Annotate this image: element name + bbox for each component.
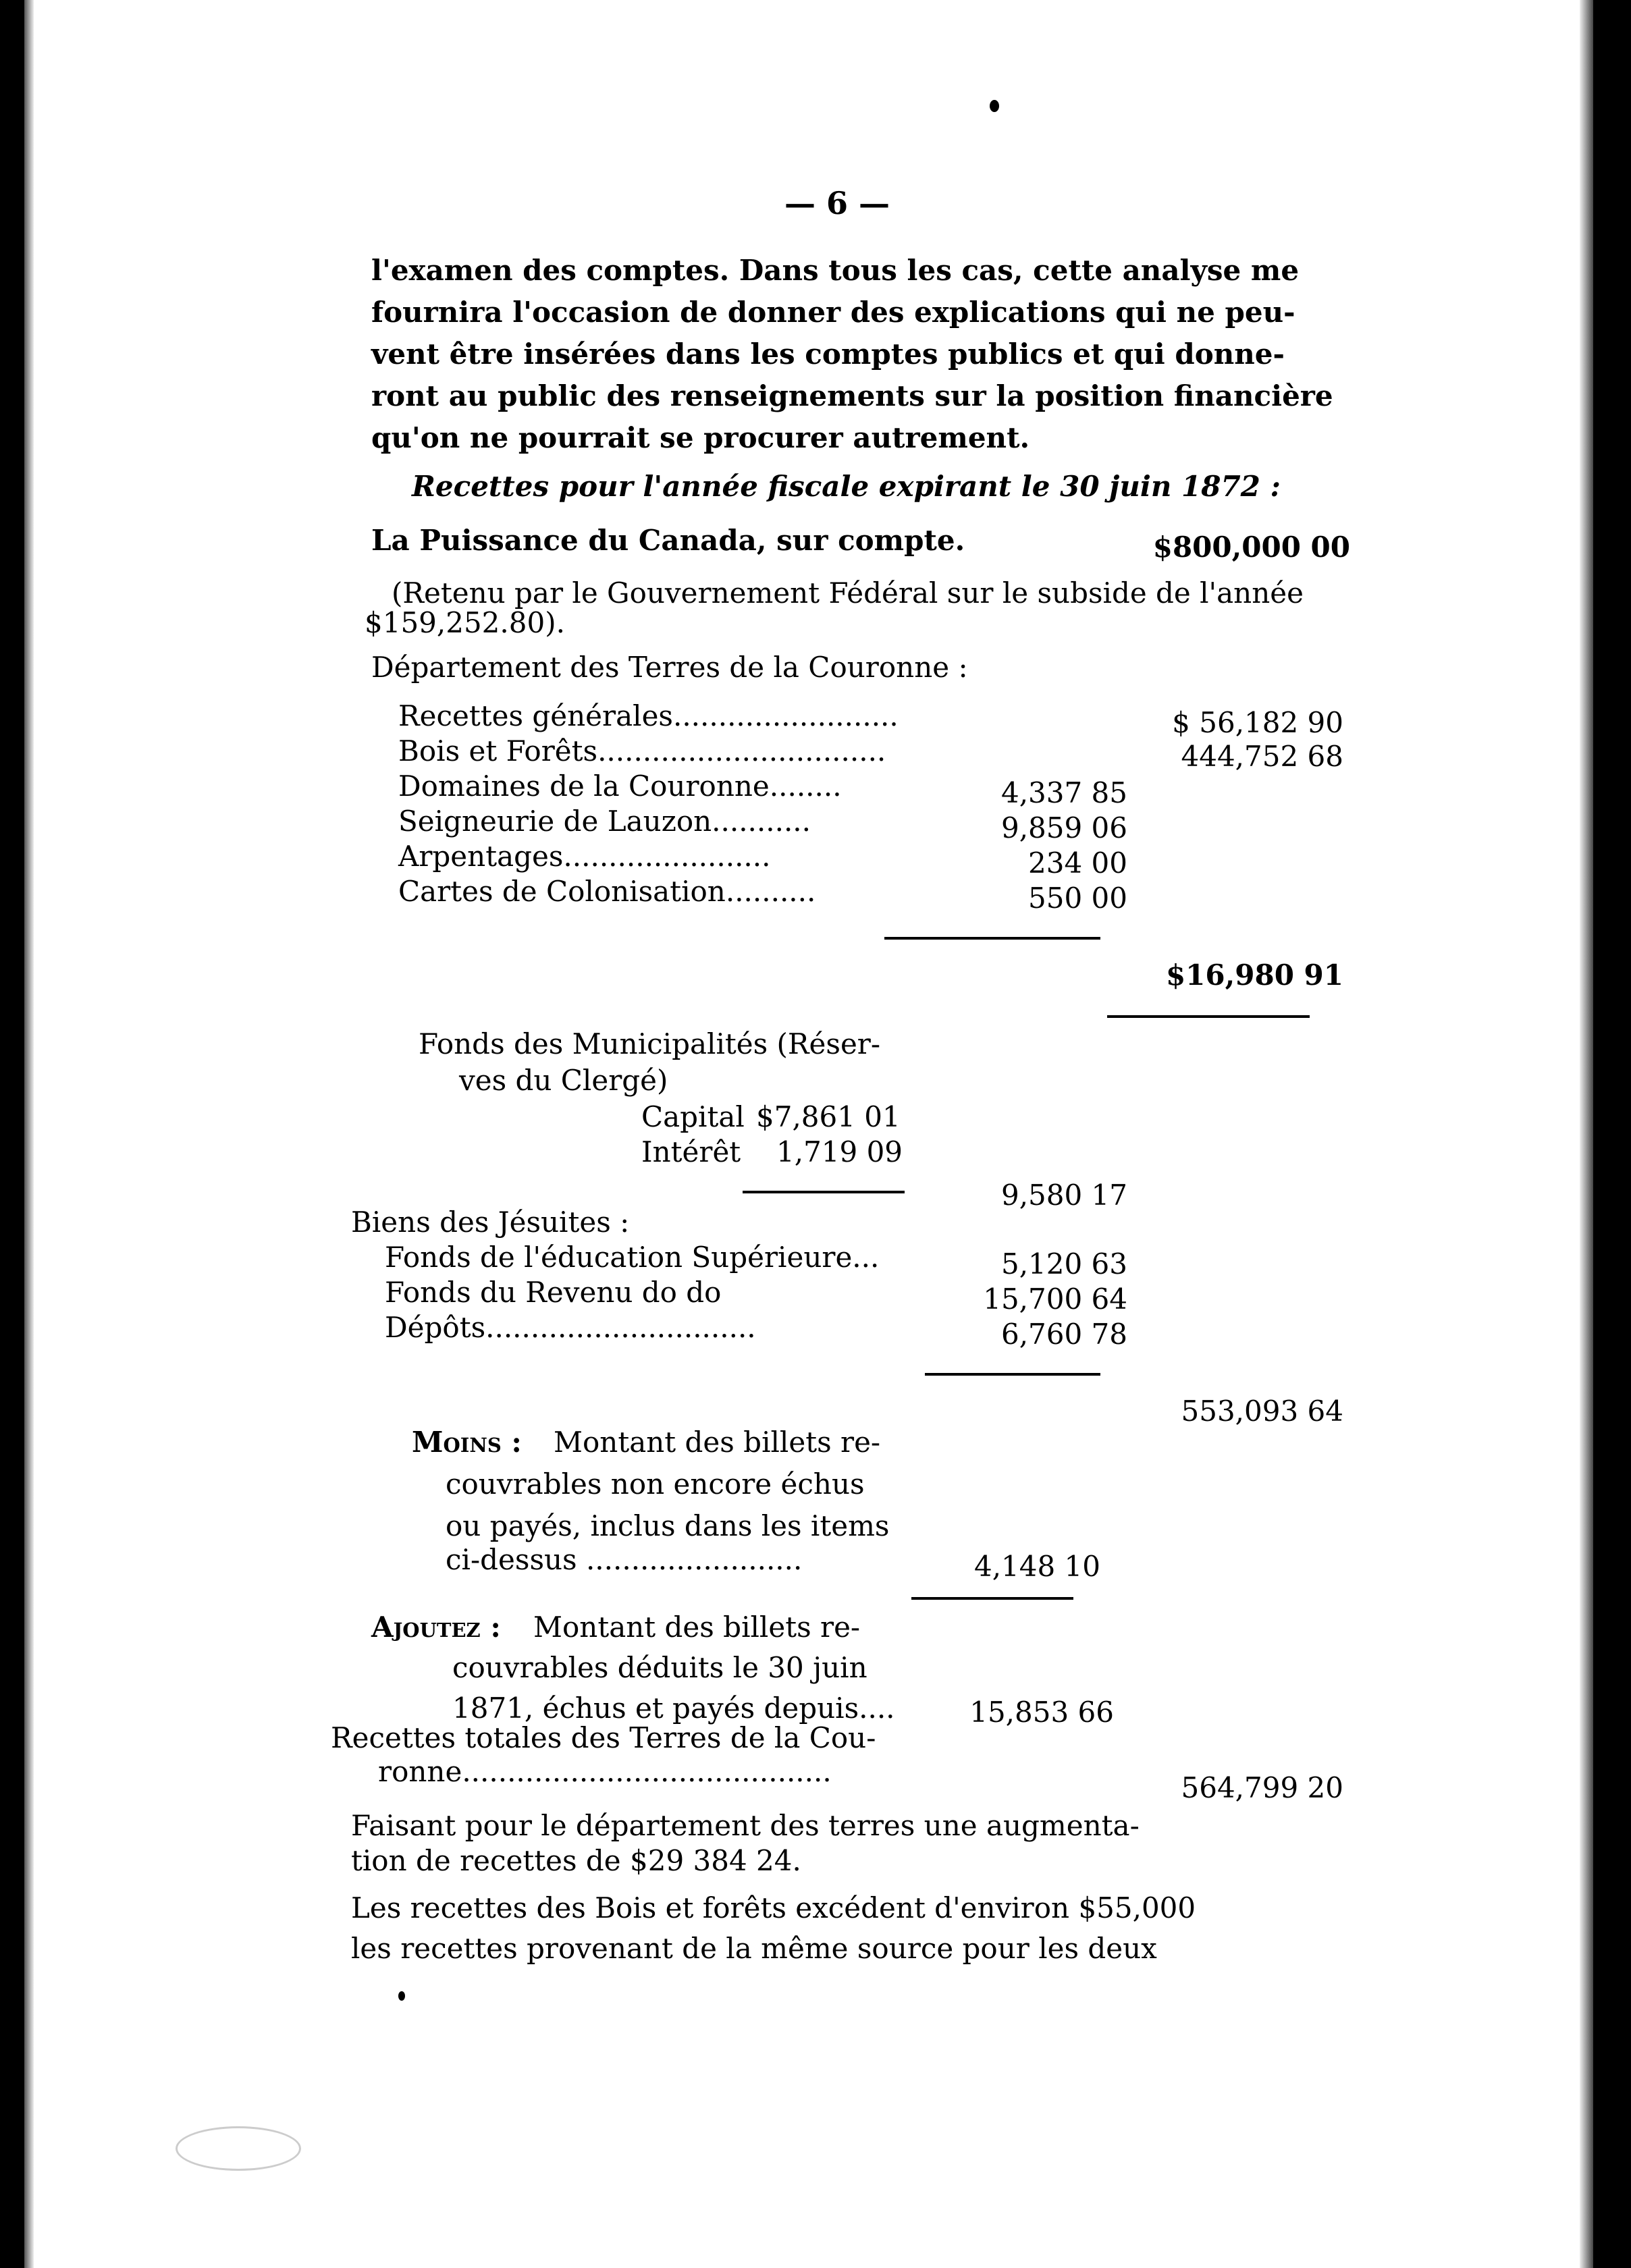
interet-label: Intérêt (641, 1135, 741, 1168)
terres-item-amount: 444,752 68 (1181, 740, 1343, 773)
ajoutez-line: 1871, échus et payés depuis.... (452, 1692, 895, 1725)
intro-line: qu'on ne pourrait se procurer autrement. (371, 421, 1030, 454)
terres-item-amount: 550 00 (1028, 882, 1127, 915)
intro-line: ront au public des renseignements sur la position financière (371, 379, 1333, 412)
terres-item-amount: 234 00 (1028, 846, 1127, 880)
biens-item-label: Fonds du Revenu do do (385, 1276, 722, 1309)
receipts-heading: Recettes pour l'année fiscale expirant le 30 juin 1872 : (412, 470, 1281, 503)
moins-line: Montant des billets re- (554, 1426, 881, 1459)
biens-rule (925, 1373, 1100, 1376)
terres-item-label: Bois et Forêts................................ (398, 734, 886, 767)
intro-line: vent être insérées dans les comptes publics et qui donne- (371, 338, 1285, 371)
biens-item-label: Fonds de l'éducation Supérieure... (385, 1241, 880, 1274)
fonds-municipalites-line: Fonds des Municipalités (Réser- (419, 1027, 881, 1060)
terres-item-label: Seigneurie de Lauzon........... (398, 805, 811, 838)
terres-item-label: Domaines de la Couronne........ (398, 770, 842, 803)
closing-line: Faisant pour le département des terres une augmenta- (351, 1809, 1140, 1842)
moins-amount: 4,148 10 (973, 1550, 1100, 1583)
biens-item-amount: 15,700 64 (983, 1282, 1127, 1316)
ajoutez-line: couvrables déduits le 30 juin (452, 1651, 867, 1684)
page-number: — 6 — (784, 185, 890, 221)
intro-line: fournira l'occasion de donner des explications qui ne peu- (371, 296, 1295, 329)
scan-border-left-shadow (24, 0, 34, 2268)
scan-border-left (0, 0, 24, 2268)
fonds-municipalites-line: ves du Clergé) (459, 1064, 668, 1097)
puissance-amount: $800,000 00 (1152, 531, 1350, 564)
biens-item-amount: 5,120 63 (1000, 1247, 1127, 1280)
recettes-totales-amount: 564,799 20 (1181, 1771, 1343, 1804)
subtotal-rule (1107, 1015, 1310, 1018)
subtotal-rule (884, 937, 1100, 940)
retenu-line: $159,252.80). (365, 606, 565, 639)
terres-item-amount: 9,859 06 (1000, 811, 1127, 844)
fonds-total: 9,580 17 (1000, 1179, 1127, 1212)
puissance-label: La Puissance du Canada, sur compte. (371, 524, 965, 557)
biens-item-label: Dépôts.............................. (385, 1311, 756, 1344)
subtotal-terres: $16,980 91 (1165, 959, 1343, 992)
scan-border-right-shadow (1580, 0, 1593, 2268)
fonds-rule (743, 1191, 905, 1193)
closing-line: les recettes provenant de la même source pour les deux (351, 1932, 1157, 1965)
biens-label: Biens des Jésuites : (351, 1206, 630, 1239)
moins-prefix: Moins : (412, 1426, 522, 1459)
ajoutez-prefix: Ajoutez : (371, 1611, 501, 1644)
terres-item-label: Arpentages....................... (398, 840, 771, 873)
capital-amount: $7,861 01 (756, 1100, 901, 1133)
terres-item-amount: 4,337 85 (1000, 776, 1127, 809)
intro-line: l'examen des comptes. Dans tous les cas, cette analyse me (371, 254, 1300, 287)
scan-border-right (1593, 0, 1631, 2268)
closing-line: Les recettes des Bois et forêts excédent d'environ $55,000 (351, 1891, 1196, 1924)
recettes-totales-line: Recettes totales des Terres de la Cou- (331, 1721, 876, 1754)
terres-item-label: Recettes générales......................... (398, 699, 899, 732)
terres-item-amount: $ 56,182 90 (1172, 706, 1343, 739)
document-page (331, 0, 1350, 2268)
biens-item-amount: 6,760 78 (1000, 1318, 1127, 1351)
total-553: 553,093 64 (1181, 1395, 1343, 1428)
moins-line: ou payés, inclus dans les items (446, 1509, 890, 1542)
ajoutez-line: Montant des billets re- (533, 1611, 861, 1644)
departement-label: Département des Terres de la Couronne : (371, 651, 968, 684)
recettes-totales-line: ronne......................................... (378, 1755, 832, 1788)
ajoutez-amount: 15,853 66 (969, 1696, 1114, 1729)
terres-item-label: Cartes de Colonisation.......... (398, 875, 816, 908)
moins-line: ci-dessus ........................ (446, 1543, 803, 1576)
scan-smudge (176, 2126, 301, 2171)
moins-line: couvrables non encore échus (446, 1467, 865, 1501)
capital-label: Capital (641, 1100, 745, 1133)
interet-amount: 1,719 09 (776, 1135, 903, 1168)
closing-line: tion de recettes de $29 384 24. (351, 1844, 801, 1877)
moins-rule (911, 1597, 1073, 1600)
retenu-line: (Retenu par le Gouvernement Fédéral sur le subside de l'année (392, 576, 1304, 610)
